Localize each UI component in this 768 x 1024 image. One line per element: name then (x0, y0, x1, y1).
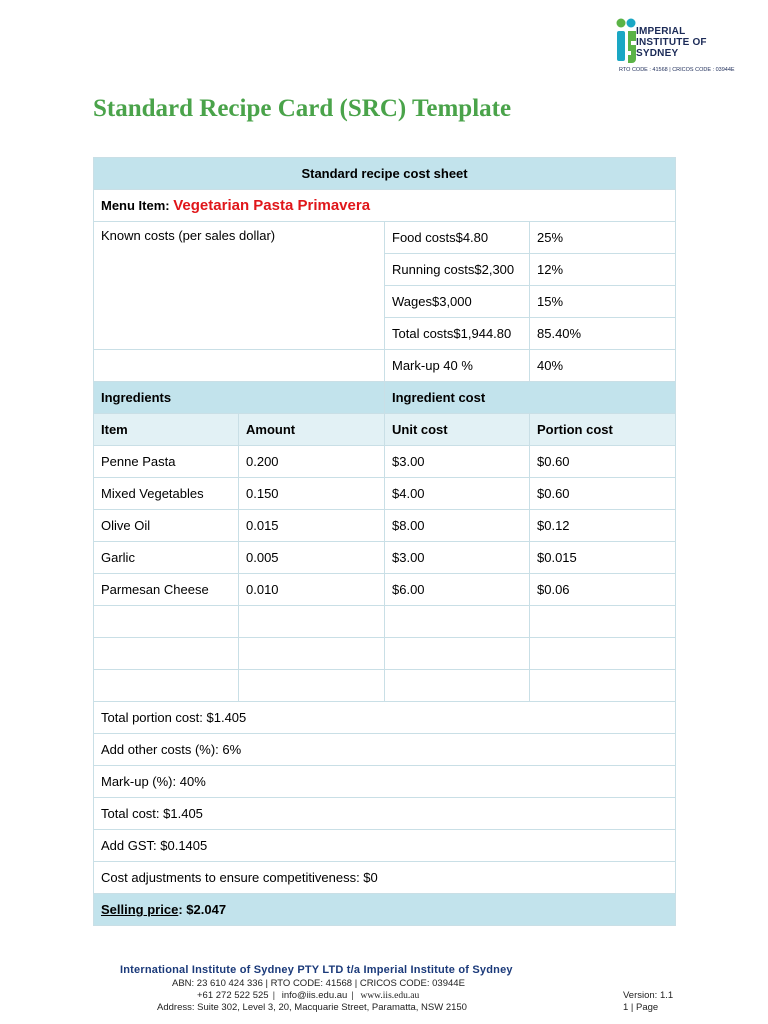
summary-row (94, 702, 676, 734)
ingredient-item: Mixed Vegetables (94, 478, 239, 510)
empty-cell (94, 638, 239, 670)
menu-item-label: Menu Item: (101, 198, 170, 213)
footer-page-number: 1 | Page (623, 1002, 659, 1013)
selling-price-label: Selling price (101, 902, 179, 917)
footer-website[interactable]: www.iis.edu.au (360, 991, 420, 1001)
ingredient-unit-cost: $6.00 (385, 574, 530, 606)
table-row (94, 542, 676, 574)
ingredient-amount: 0.005 (239, 542, 385, 574)
known-cost-pct: 40% (530, 350, 676, 382)
sheet-heading-row (94, 158, 676, 190)
known-cost-label: Mark-up 40 % (385, 350, 530, 382)
menu-item-value: Vegetarian Pasta Primavera (173, 197, 371, 214)
known-cost-pct: 25% (530, 222, 676, 254)
empty-cell (530, 606, 676, 638)
empty-cell (530, 670, 676, 702)
empty-cell (239, 670, 385, 702)
ingredient-item: Parmesan Cheese (94, 574, 239, 606)
empty-cell (94, 606, 239, 638)
selling-price-colon: : (178, 902, 183, 917)
column-header: Unit cost (385, 414, 530, 446)
document-title: Standard Recipe Card (SRC) Template (93, 95, 512, 122)
empty-cell (530, 638, 676, 670)
known-cost-pct: 85.40% (530, 318, 676, 350)
summary-line: Mark-up (%): 40% (94, 766, 676, 798)
empty-cell (385, 606, 530, 638)
footer-version: Version: 1.1 (623, 990, 674, 1001)
empty-cell (94, 670, 239, 702)
empty-row (94, 638, 676, 670)
logo-name-line: SYDNEY (636, 48, 679, 59)
selling-price-row (94, 894, 676, 926)
footer-contacts (197, 990, 419, 1001)
logo-name-line: IMPERIAL (636, 26, 686, 37)
empty-cell (385, 638, 530, 670)
summary-row (94, 830, 676, 862)
footer-phone: +61 272 522 525 (197, 990, 269, 1001)
summary-row (94, 734, 676, 766)
ingredient-portion-cost: $0.60 (530, 478, 676, 510)
empty-cell (385, 670, 530, 702)
footer-email[interactable]: info@iis.edu.au (281, 990, 348, 1001)
empty-cell (239, 606, 385, 638)
footer-abn: ABN: 23 610 424 336 | RTO CODE: 41568 | CRICOS CODE: 03944E (172, 978, 465, 989)
known-cost-label: Wages$3,000 (385, 286, 530, 318)
footer-separator: | (351, 990, 354, 1001)
known-cost-label: Running costs$2,300 (385, 254, 530, 286)
empty-row (94, 606, 676, 638)
empty-cell (239, 638, 385, 670)
footer-separator: | (272, 990, 276, 1001)
summary-line: Cost adjustments to ensure competitiveness: $0 (94, 862, 676, 894)
ingredient-amount: 0.015 (239, 510, 385, 542)
logo-mark-icon (614, 18, 638, 64)
ingredient-amount: 0.200 (239, 446, 385, 478)
ingredient-unit-cost: $4.00 (385, 478, 530, 510)
selling-price-cell (94, 894, 676, 926)
logo-codes: RTO CODE : 41568 | CRICOS CODE : 03944E (619, 67, 735, 73)
known-cost-pct: 12% (530, 254, 676, 286)
ingredient-amount: 0.010 (239, 574, 385, 606)
menu-item-row (94, 190, 676, 222)
ingredient-item: Olive Oil (94, 510, 239, 542)
summary-line: Add other costs (%): 6% (94, 734, 676, 766)
empty-row (94, 670, 676, 702)
ingredient-portion-cost: $0.12 (530, 510, 676, 542)
ingredient-item: Penne Pasta (94, 446, 239, 478)
logo-name (636, 26, 707, 59)
column-header-row (94, 414, 676, 446)
table-row (94, 510, 676, 542)
known-costs-label: Known costs (per sales dollar) (94, 222, 385, 350)
ingredient-portion-cost: $0.015 (530, 542, 676, 574)
sheet-heading: Standard recipe cost sheet (94, 158, 676, 190)
summary-line: Total cost: $1.405 (94, 798, 676, 830)
ingredient-item: Garlic (94, 542, 239, 574)
summary-line: Total portion cost: $1.405 (94, 702, 676, 734)
known-cost-row (94, 350, 676, 382)
table-row (94, 446, 676, 478)
selling-price-value: $2.047 (186, 902, 227, 917)
summary-line: Add GST: $0.1405 (94, 830, 676, 862)
footer-org: International Institute of Sydney PTY LTD t/a Imperial Institute of Sydney (120, 964, 513, 976)
known-cost-label: Total costs$1,944.80 (385, 318, 530, 350)
column-header: Amount (239, 414, 385, 446)
menu-item-cell (94, 190, 676, 222)
known-cost-label: Food costs$4.80 (385, 222, 530, 254)
ingredient-portion-cost: $0.60 (530, 446, 676, 478)
summary-row (94, 798, 676, 830)
ingredient-amount: 0.150 (239, 478, 385, 510)
table-row (94, 478, 676, 510)
ingredient-portion-cost: $0.06 (530, 574, 676, 606)
ingredients-heading: Ingredients (94, 382, 385, 414)
summary-row (94, 766, 676, 798)
institute-logo (614, 16, 744, 76)
ingredient-cost-heading: Ingredient cost (385, 382, 676, 414)
ingredient-unit-cost: $3.00 (385, 446, 530, 478)
footer-address: Address: Suite 302, Level 3, 20, Macquarie Street, Paramatta, NSW 2150 (157, 1002, 467, 1013)
logo-name-line: INSTITUTE OF (636, 37, 707, 48)
recipe-cost-sheet (93, 157, 676, 926)
empty-cell (94, 350, 385, 382)
known-cost-row (94, 222, 676, 254)
ingredient-unit-cost: $8.00 (385, 510, 530, 542)
ingredients-heading-row (94, 382, 676, 414)
column-header: Portion cost (530, 414, 676, 446)
ingredient-unit-cost: $3.00 (385, 542, 530, 574)
summary-row (94, 862, 676, 894)
known-cost-pct: 15% (530, 286, 676, 318)
column-header: Item (94, 414, 239, 446)
table-row (94, 574, 676, 606)
